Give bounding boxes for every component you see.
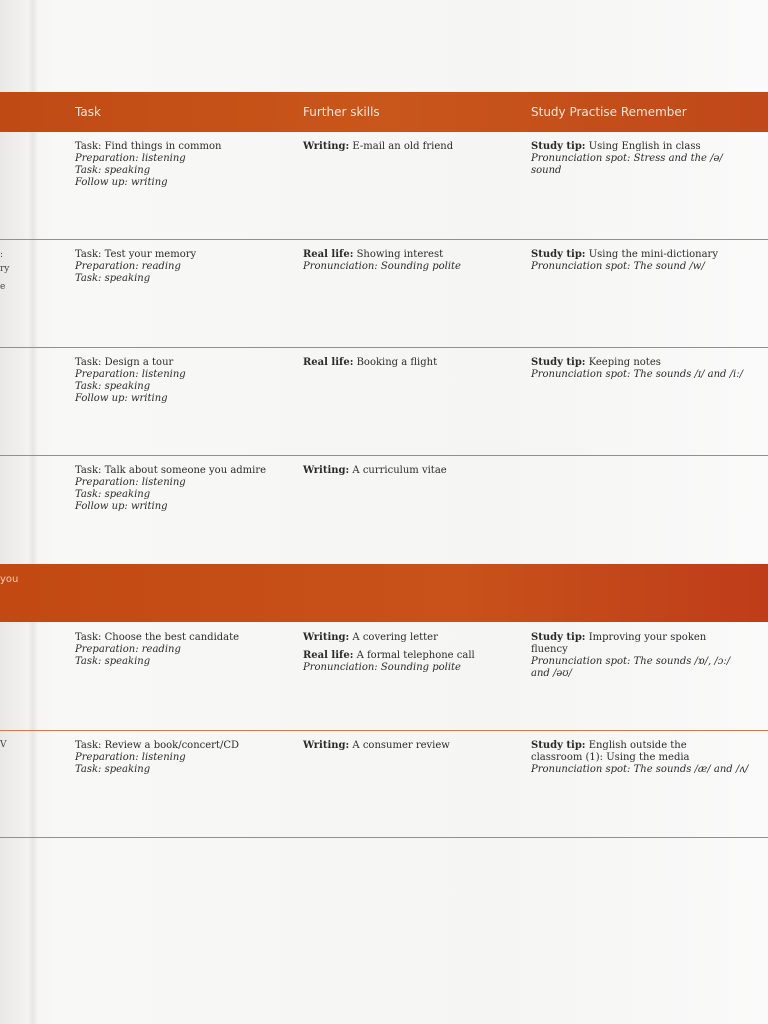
row-divider <box>0 837 768 838</box>
section-band <box>0 564 768 622</box>
row-3-task: Task: Design a tour Preparation: listening Task: speaking Follow up: writing <box>75 357 186 404</box>
edge-fragment: ry <box>0 264 10 274</box>
row-divider <box>0 239 768 240</box>
table-header <box>0 92 768 132</box>
row-2-further: Real life: Showing interest Pronunciation: Sounding polite <box>303 249 461 272</box>
row-divider <box>0 730 768 731</box>
row-2-task: Task: Test your memory Preparation: reading Task: speaking <box>75 249 197 284</box>
row-6-task: Task: Review a book/concert/CD Preparation: listening Task: speaking <box>75 740 239 775</box>
edge-fragment: V <box>0 740 7 750</box>
row-divider <box>0 455 768 456</box>
row-6-further: Writing: A consumer review <box>303 740 450 751</box>
row-1-further: Writing: E-mail an old friend <box>303 141 454 152</box>
row-5-study: Study tip: Improving your spoken fluency Pronunciation spot: The sounds /ɒ/, /ɔː/ and /əʊ/ <box>531 632 731 679</box>
row-1-task: Task: Find things in common Preparation: listening Task: speaking Follow up: writing <box>75 141 222 188</box>
header-task: Task <box>75 105 101 119</box>
edge-fragment: e <box>0 282 6 292</box>
section-edge-text: you <box>0 574 19 585</box>
row-4-task: Task: Talk about someone you admire Preparation: listening Task: speaking Follow up: writing <box>75 465 267 512</box>
row-4-further: Writing: A curriculum vitae <box>303 465 447 476</box>
row-5-task: Task: Choose the best candidate Preparation: reading Task: speaking <box>75 632 240 667</box>
book-gutter <box>28 0 38 1024</box>
row-6-study: Study tip: English outside the classroom (1): Using the media Pronunciation spot: The sounds /æ/ and /ʌ/ <box>531 740 749 775</box>
row-divider <box>0 347 768 348</box>
row-5-further: Writing: A covering letter Real life: A formal telephone call Pronunciation: Sounding polite <box>303 632 475 673</box>
row-3-study: Study tip: Keeping notes Pronunciation spot: The sounds /ɪ/ and /iː/ <box>531 357 743 380</box>
row-2-study: Study tip: Using the mini-dictionary Pronunciation spot: The sound /w/ <box>531 249 718 272</box>
row-1-study: Study tip: Using English in class Pronunciation spot: Stress and the /ə/ sound <box>531 141 723 176</box>
task-label: Task: <box>75 141 102 152</box>
row-3-further: Real life: Booking a flight <box>303 357 438 368</box>
header-further-skills: Further skills <box>303 105 380 119</box>
edge-fragment: : <box>0 250 4 260</box>
header-study-practise-remember: Study Practise Remember <box>531 105 687 119</box>
